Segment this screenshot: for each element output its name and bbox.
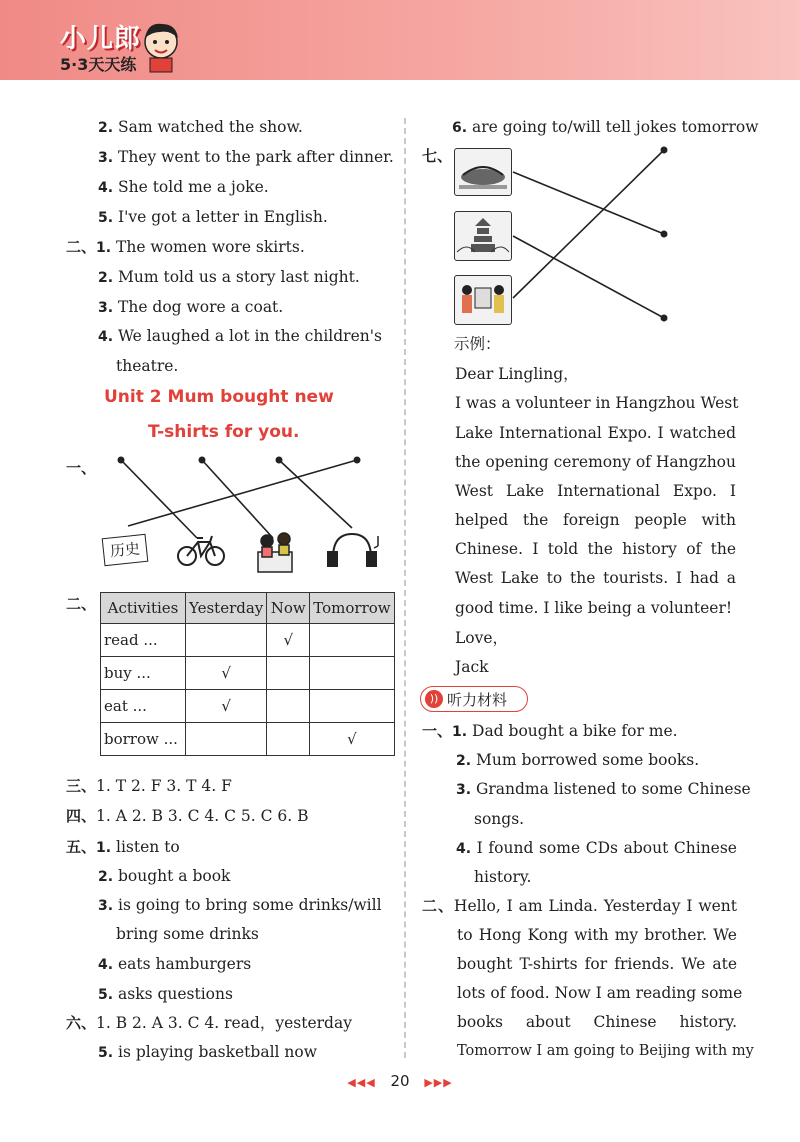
listening-line: Tomorrow I am going to Beijing with my (457, 1043, 754, 1059)
tag-label: 听力材料 (447, 691, 508, 709)
answer-line: 6. are going to/will tell jokes tomorrow (452, 118, 759, 136)
answer-line: 2. Sam watched the show. (98, 118, 303, 136)
table-cell (310, 690, 394, 723)
letter-line: Lake International Expo. I watched (455, 424, 736, 442)
table-cell (267, 657, 310, 690)
answer-line: 3. They went to the park after dinner. (98, 148, 394, 166)
listening-line: bought T-shirts for friends. We ate (457, 955, 737, 973)
letter-line: West Lake to the tourists. I had a (455, 569, 736, 587)
table-row (101, 723, 395, 756)
unit-subtitle: T-shirts for you. (148, 422, 300, 442)
answer-line: theatre. (116, 357, 179, 375)
listening-line: 二、Hello, I am Linda. Yesterday I went (422, 897, 737, 915)
listening-line: 4. I found some CDs about Chinese (456, 839, 737, 857)
answer-line: 5. is playing basketball now (98, 1043, 318, 1061)
answer-line: 4. She told me a joke. (98, 178, 269, 196)
table-header-cell: Tomorrow (310, 593, 394, 624)
table-header-row (101, 593, 395, 624)
answer-line: bring some drinks (116, 925, 259, 943)
letter-line: the opening ceremony of Hangzhou (455, 453, 736, 471)
table-cell: eat ... (101, 690, 186, 723)
unit-title: Unit 2 Mum bought new (104, 387, 334, 407)
table-cell: borrow ... (101, 723, 186, 756)
letter-line: Dear Lingling， (455, 365, 579, 383)
answer-line: 4. eats hamburgers (98, 955, 252, 973)
history-book-icon: 历史 (102, 534, 149, 566)
listening-material-tag (420, 686, 528, 712)
listening-line: songs. (474, 810, 525, 828)
table-header-cell: Activities (101, 593, 186, 624)
section-three: 三、1. T 2. F 3. T 4. F (66, 777, 232, 795)
letter-line: West Lake International Expo. I (455, 482, 736, 500)
table-row (101, 657, 395, 690)
letter-line: Love， (455, 629, 509, 647)
listening-line: history. (474, 868, 532, 886)
table-header-cell: Yesterday (186, 593, 267, 624)
bike-icon (178, 536, 224, 565)
table-cell: √ (310, 723, 394, 756)
answer-line: 3. is going to bring some drinks/will (98, 896, 382, 914)
listening-line: books about Chinese history. (457, 1013, 737, 1031)
section-six: 六、1. B 2. A 3. C 4. read，yesterday (66, 1014, 352, 1032)
table-cell (267, 723, 310, 756)
table-cell: buy ... (101, 657, 186, 690)
section-four: 四、1. A 2. B 3. C 4. C 5. C 6. B (66, 807, 309, 825)
answer-line: 5. asks questions (98, 985, 233, 1003)
listening-line: lots of food. Now I am reading some (457, 984, 743, 1002)
letter-line: Jack (455, 658, 489, 676)
table-cell (310, 657, 394, 690)
section-one-mark: 一、 (66, 459, 97, 477)
table-cell: √ (186, 657, 267, 690)
listening-line: 一、1. Dad bought a bike for me. (422, 722, 678, 740)
brand-subtitle: 5·3天天练 (60, 55, 137, 74)
letter-line: Chinese. I told the history of the (455, 540, 736, 558)
letter-line: helped the foreign people with (455, 511, 736, 529)
table-cell (267, 690, 310, 723)
answer-line: 4. We laughed a lot in the children's (98, 327, 382, 345)
page-number: 20 (390, 1072, 410, 1090)
table-cell: read ... (101, 624, 186, 657)
table-row (101, 624, 395, 657)
answer-line: 3. The dog wore a coat. (98, 298, 284, 316)
table-cell: √ (267, 624, 310, 657)
section-two-mark: 二、 (66, 595, 97, 613)
ear-icon: )) (425, 690, 443, 708)
activity-table (100, 592, 395, 756)
reading-people-icon (258, 533, 292, 572)
answer-line: 2. bought a book (98, 867, 231, 885)
table-cell: √ (186, 690, 267, 723)
section-two: 二、1. The women wore skirts. (66, 238, 305, 256)
section-seven-mark: 七、 (422, 147, 453, 165)
letter-line: I was a volunteer in Hangzhou West (455, 394, 739, 412)
answer-line: 5. I've got a letter in English. (98, 208, 328, 226)
section-five: 五、1. listen to (66, 838, 180, 856)
brand-logo: 小儿郎 (60, 24, 142, 54)
table-header-cell: Now (267, 593, 310, 624)
headphones-icon (328, 534, 378, 566)
left-arrows-icon: ◀◀◀ (347, 1076, 376, 1089)
listening-line: to Hong Kong with my brother. We (457, 926, 737, 944)
table-cell (310, 624, 394, 657)
table-cell (186, 723, 267, 756)
listening-line: 3. Grandma listened to some Chinese (456, 780, 751, 798)
table-row (101, 690, 395, 723)
page-footer (0, 1072, 800, 1090)
listening-line: 2. Mum borrowed some books. (456, 751, 700, 769)
example-label: 示例： (454, 335, 501, 353)
answer-line: 2. Mum told us a story last night. (98, 268, 360, 286)
letter-line: good time. I like being a volunteer! (455, 599, 733, 617)
right-arrows-icon: ▶▶▶ (424, 1076, 453, 1089)
table-cell (186, 624, 267, 657)
match-lines (0, 0, 800, 360)
